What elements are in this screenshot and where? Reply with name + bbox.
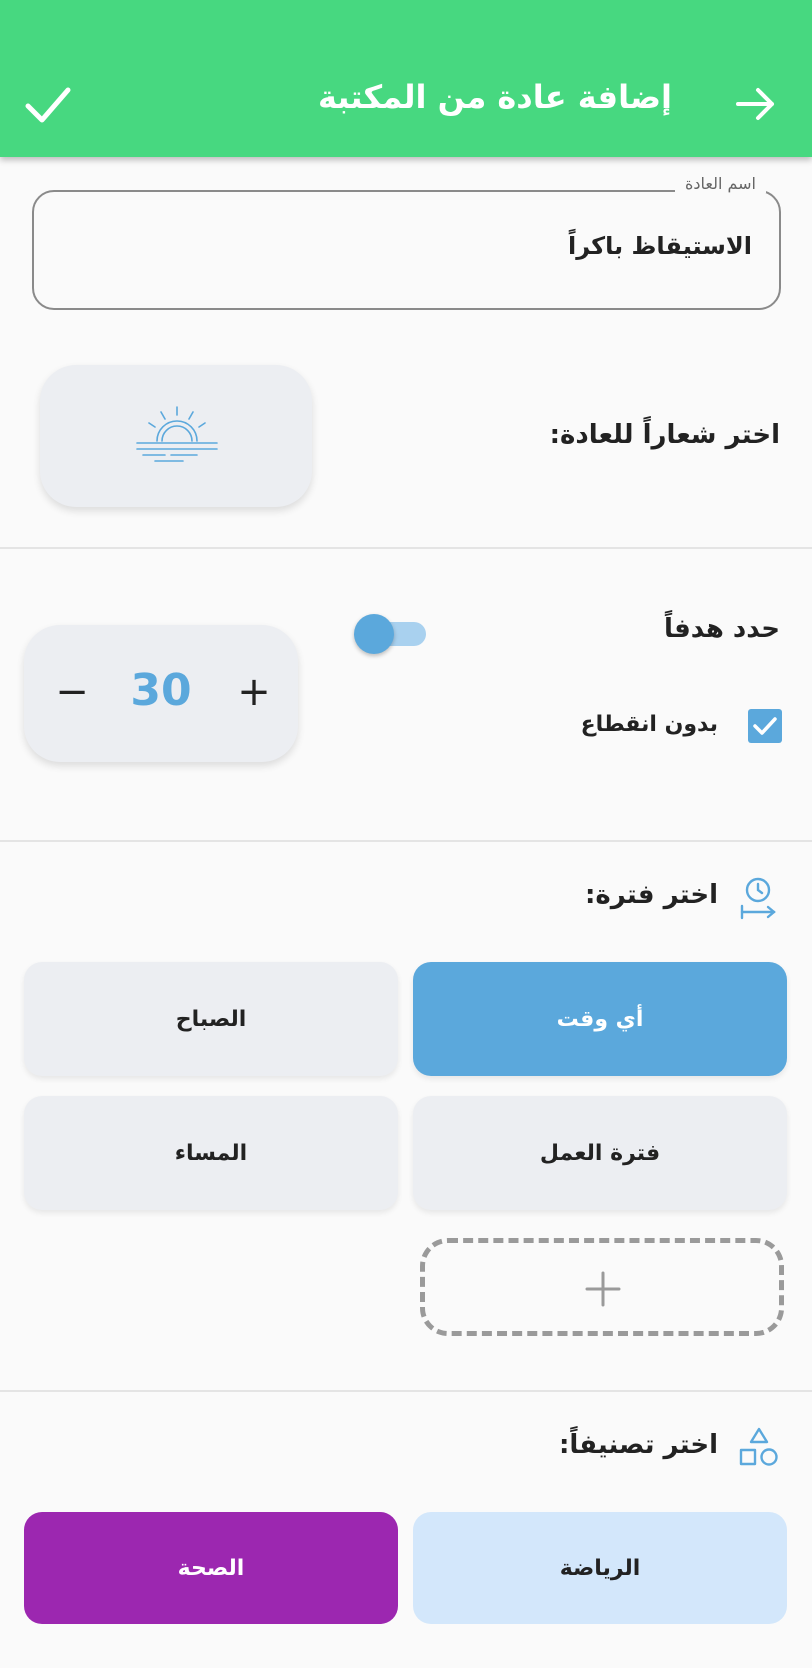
divider bbox=[0, 1390, 812, 1392]
goal-counter bbox=[24, 625, 298, 762]
continuous-checkbox[interactable] bbox=[748, 709, 782, 743]
period-option-work[interactable]: فترة العمل bbox=[413, 1096, 787, 1210]
timer-icon bbox=[736, 874, 780, 922]
goal-value: 30 bbox=[130, 665, 192, 716]
sunrise-icon bbox=[135, 403, 219, 469]
arrow-right-icon[interactable] bbox=[734, 84, 778, 124]
icon-picker-label: اختر شعاراً للعادة: bbox=[549, 420, 780, 450]
category-option-health[interactable]: الصحة bbox=[24, 1512, 398, 1624]
checkmark-icon bbox=[752, 714, 778, 738]
add-period-button[interactable] bbox=[420, 1238, 784, 1336]
period-option-evening[interactable]: المساء bbox=[24, 1096, 398, 1210]
period-option-morning[interactable]: الصباح bbox=[24, 962, 398, 1076]
divider bbox=[0, 840, 812, 842]
period-label: اختر فترة: bbox=[584, 880, 718, 910]
category-label: اختر تصنيفاً: bbox=[559, 1430, 718, 1460]
category-option-sport[interactable]: الرياضة bbox=[413, 1512, 787, 1624]
check-icon[interactable] bbox=[24, 84, 72, 126]
icon-picker-button[interactable] bbox=[40, 365, 312, 507]
goal-toggle-thumb[interactable] bbox=[354, 614, 394, 654]
shapes-icon bbox=[738, 1426, 780, 1468]
plus-icon bbox=[585, 1271, 621, 1307]
goal-label: حدد هدفاً bbox=[664, 614, 780, 644]
continuous-label: بدون انقطاع bbox=[580, 712, 718, 737]
increment-button[interactable]: + bbox=[237, 669, 271, 715]
app-bar bbox=[0, 0, 812, 157]
page-title: إضافة عادة من المكتبة bbox=[317, 78, 672, 116]
period-option-any-time[interactable]: أي وقت bbox=[413, 962, 787, 1076]
habit-name-label: اسم العادة bbox=[675, 174, 766, 193]
divider bbox=[0, 547, 812, 549]
habit-name-value[interactable]: الاستيقاظ باكراً bbox=[568, 232, 752, 260]
decrement-button[interactable]: − bbox=[55, 669, 89, 715]
